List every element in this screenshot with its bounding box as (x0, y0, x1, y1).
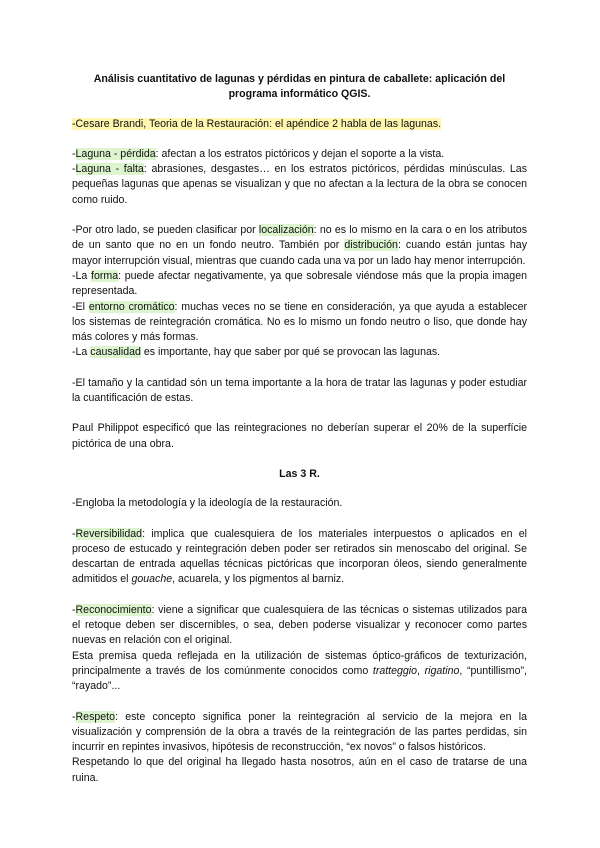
causalidad-paragraph: -La causalidad es importante, hay que saber por qué se provocan las lagunas. (72, 346, 441, 359)
tamano-paragraph: -El tamaño y la cantidad són un tema importante a la hora de tratar las lagunas y poder estudiar la cuantificación de estas. (72, 376, 527, 405)
philippot-paragraph: Paul Philippot especificó que las reintegraciones no deberían superar el 20% de la superfície pictórica de una obra. (72, 422, 527, 450)
term-localizacion: localización (258, 224, 314, 237)
term-forma: forma (91, 269, 119, 282)
term-reversibilidad: Reversibilidad (75, 527, 143, 540)
document-page (72, 72, 527, 786)
document-title: Análisis cuantitativo de lagunas y pérdidas en pintura de caballete: aplicación del programa informático QGIS. (93, 73, 506, 101)
respeto-paragraph: -Respeto: este concepto significa poner la reintegración al servicio de la mejora en la visualización y comprensión de la obra a través de la reintegración de las partes perdidas, sin incurrir en repintes invasivos, hipótesis de reconstrucción, “ex novos” o falsos históricos. (72, 710, 527, 754)
section-heading-3r: Las 3 R. (279, 467, 320, 480)
reversibilidad-paragraph: -Reversibilidad: implica que cualesquiera de los materiales interpuestos o aplicados en el proceso de estucado y reintegración deben poder ser retirados sin menoscabo del original. Se descartan de entrada aquellas técnicas pictóricas que incorporan óleos, siendo generalmente admitidos el gouache, acuarela, y los pigmentos al barniz. (72, 527, 527, 586)
term-entorno-cromatico: entorno cromático (88, 300, 175, 313)
brandi-highlight: -Cesare Brandi, Teoria de la Restauración: el apéndice 2 habla de las lagunas. (72, 117, 442, 130)
laguna-perdida-paragraph: -Laguna - pérdida: afectan a los estratos pictóricos y dejan el soporte a la vista. (72, 147, 445, 160)
laguna-falta-paragraph: -Laguna - falta: abrasiones, desgastes… en los estratos pictóricos, pérdidas minúsculas. Las pequeñas lagunas que apenas se visualizan y que no afectan a la lectura de la obra se conocen como ruido. (72, 163, 527, 206)
reconocimiento-paragraph-2: Esta premisa queda reflejada en la utilización de sistemas óptico-gráficos de texturización, principalmente a través de los comúnmente conocidos como tratteggio, rigatino, “puntillismo”, “rayado”... (72, 649, 527, 693)
term-distribucion: distribución (344, 239, 398, 252)
engloba-paragraph: -Engloba la metodología y la ideología de la restauración. (72, 497, 343, 510)
brandi-paragraph (72, 117, 527, 132)
respeto-paragraph-2: Respetando lo que del original ha llegado hasta nosotros, aún en el caso de tratarse de una ruina. (72, 756, 527, 784)
term-reconocimiento: Reconocimiento (75, 603, 152, 616)
clasificacion-paragraph: -Por otro lado, se pueden clasificar por localización: no es lo mismo en la cara o en los atributos de un santo que no en un fondo neutro. También por distribución: cuando están juntas hay mayor interrupción visual, mientras que cuando cada una va por un lado hay menor interrupción. (72, 224, 527, 267)
term-laguna-falta: Laguna - falta (75, 163, 144, 176)
term-respeto: Respeto (75, 710, 115, 723)
term-causalidad: causalidad (90, 346, 141, 359)
reconocimiento-paragraph: -Reconocimiento: viene a significar que cualesquiera de las técnicas o sistemas utilizados para el retoque deben ser discernibles, o sea, deben poderse visualizar y reconocer como partes nuevas en relación con el original. (72, 603, 527, 647)
forma-paragraph: -La forma: puede afectar negativamente, ya que sobresale viéndose más que la propia imagen representada. (72, 269, 527, 298)
entorno-paragraph: -El entorno cromático: muchas veces no se tiene en consideración, ya que ayuda a establecer los sistemas de reintegración cromática. No es lo mismo un fondo neutro o liso, que donde hay más colores y más formas. (72, 300, 527, 344)
term-laguna-perdida: Laguna - pérdida (75, 147, 156, 160)
